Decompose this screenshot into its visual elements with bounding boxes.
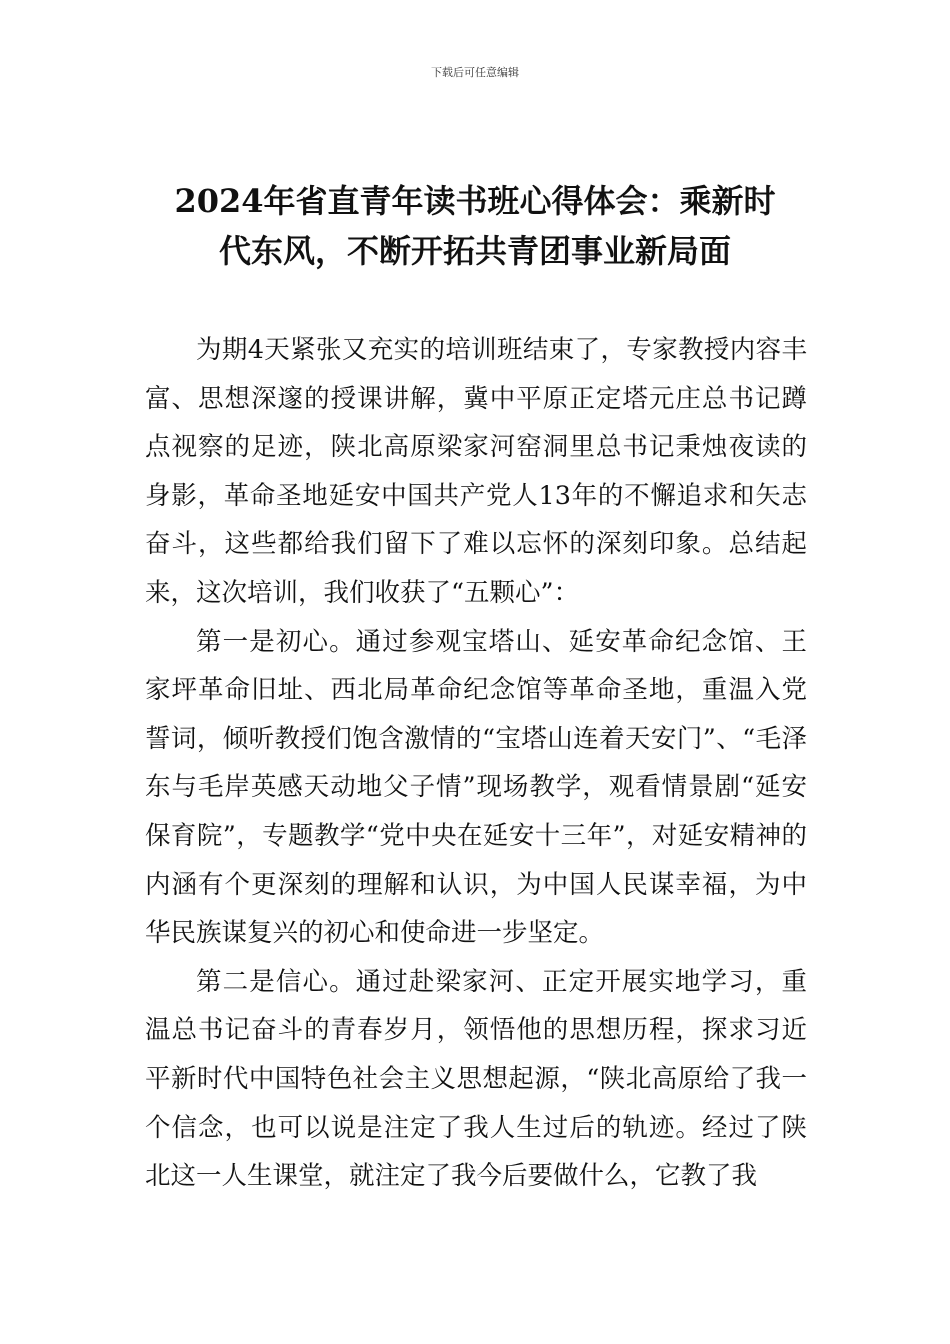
document-body [145, 326, 807, 1201]
paragraph-second-heart: 第二是信心。通过赴梁家河、正定开展实地学习，重温总书记奋斗的青春岁月，领悟他的思想历程，探求习近平新时代中国特色社会主义思想起源，“陕北高原给了我一个信念，也可以说是注定了我人生过后的轨迹。经过了陕北这一人生课堂，就注定了我今后要做什么，它教了我 [145, 966, 807, 1192]
document-title [130, 176, 820, 276]
document-title-line-1: 2024年省直青年读书班心得体会：乘新时 [174, 182, 776, 220]
paragraph-first-heart: 第一是初心。通过参观宝塔山、延安革命纪念馆、王家坪革命旧址、西北局革命纪念馆等革命圣地，重温入党誓词，倾听教授们饱含激情的“宝塔山连着天安门”、“毛泽东与毛岸英感天动地父子情”现场教学，观看情景剧“延安保育院”，专题教学“党中央在延安十三年”，对延安精神的内涵有个更深刻的理解和认识，为中国人民谋幸福，为中华民族谋复兴的初心和使命进一步坚定。 [145, 626, 807, 949]
page-header-note: 下载后可任意编辑 [431, 66, 519, 79]
paragraph-intro: 为期4天紧张又充实的培训班结束了，专家教授内容丰富、思想深邃的授课讲解，冀中平原正定塔元庄总书记蹲点视察的足迹，陕北高原梁家河窑洞里总书记秉烛夜读的身影，革命圣地延安中国共产党人13年的不懈追求和矢志奋斗，这些都给我们留下了难以忘怀的深刻印象。总结起来，这次培训，我们收获了“五颗心”： [145, 335, 807, 608]
document-title-line-2: 代东风，不断开拓共青团事业新局面 [218, 232, 731, 270]
